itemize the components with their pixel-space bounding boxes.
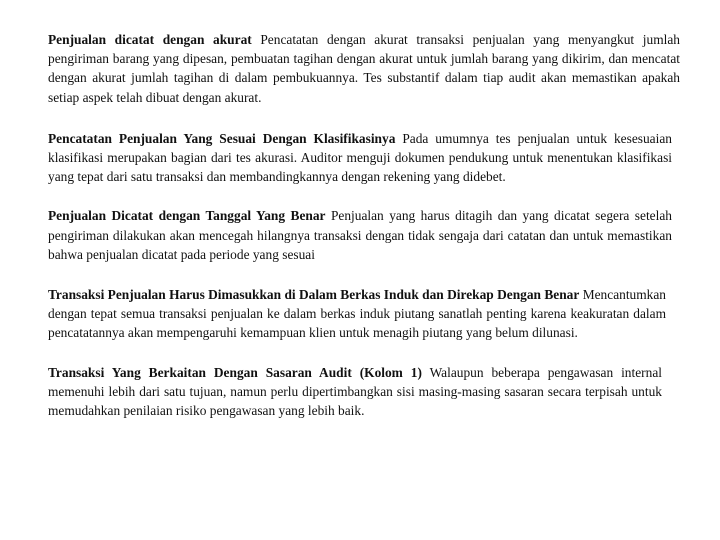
paragraph-heading: Pencatatan Penjualan Yang Sesuai Dengan Klasifikasinya [48, 130, 396, 146]
paragraph-audit-objectives [48, 363, 662, 421]
paragraph-body: Penjualan yang harus ditagih dan yang dicatat segera setelah pengiriman dilakukan akan mencegah hilangnya transaksi dengan tidak sengaja dari catatan dan untuk memastikan bahwa penjualan dicatat pada periode yang sesuai [48, 208, 672, 262]
paragraph-sales-classification [48, 129, 672, 187]
paragraph-heading: Transaksi Penjualan Harus Dimasukkan di Dalam Berkas Induk dan Direkap Dengan Benar [48, 287, 580, 303]
paragraph-body: Pencatatan dengan akurat transaksi penjualan yang menyangkut jumlah pengiriman barang yang dipesan, pembuatan tagihan dengan akurat untuk jumlah barang yang dikirim, dan mencatat dengan akurat jumlah tagihan di dalam pembukuannya. Tes substantif dalam tiap audit akan memastikan apakah setiap aspek telah dibuat dengan akurat. [48, 32, 680, 105]
paragraph-heading: Penjualan dicatat dengan akurat [48, 32, 252, 47]
paragraph-heading: Penjualan Dicatat dengan Tanggal Yang Benar [48, 208, 326, 224]
paragraph-heading: Transaksi Yang Berkaitan Dengan Sasaran Audit (Kolom 1) [48, 364, 422, 380]
paragraph-master-file-posting [48, 285, 666, 343]
paragraph-sales-recorded-accurately [48, 30, 680, 107]
paragraph-body: Pada umumnya tes penjualan untuk kesesuaian klasifikasi merupakan bagian dari tes akurasi. Auditor menguji dokumen pendukung untuk menentukan klasifikasi yang tepat dari satu transaksi dan membandingkannya dengan rekening yang didebet. [48, 130, 672, 185]
paragraph-body: Mencantumkan dengan tepat semua transaksi penjualan ke dalam berkas induk piutang sanatlah penting karena keakuratan dalam pencatatannya akan mempengaruhi kemampuan klien untuk menagih piutang yang belum dilunasi. [48, 287, 666, 341]
document-page [48, 30, 680, 420]
paragraph-body: Walaupun beberapa pengawasan internal memenuhi lebih dari satu tujuan, namun perlu dipertimbangkan sisi masing-masing sasaran secara terpisah untuk memudahkan penilaian risiko pengawasan yang lebih baik. [48, 364, 662, 419]
paragraph-sales-correct-date [48, 206, 672, 264]
